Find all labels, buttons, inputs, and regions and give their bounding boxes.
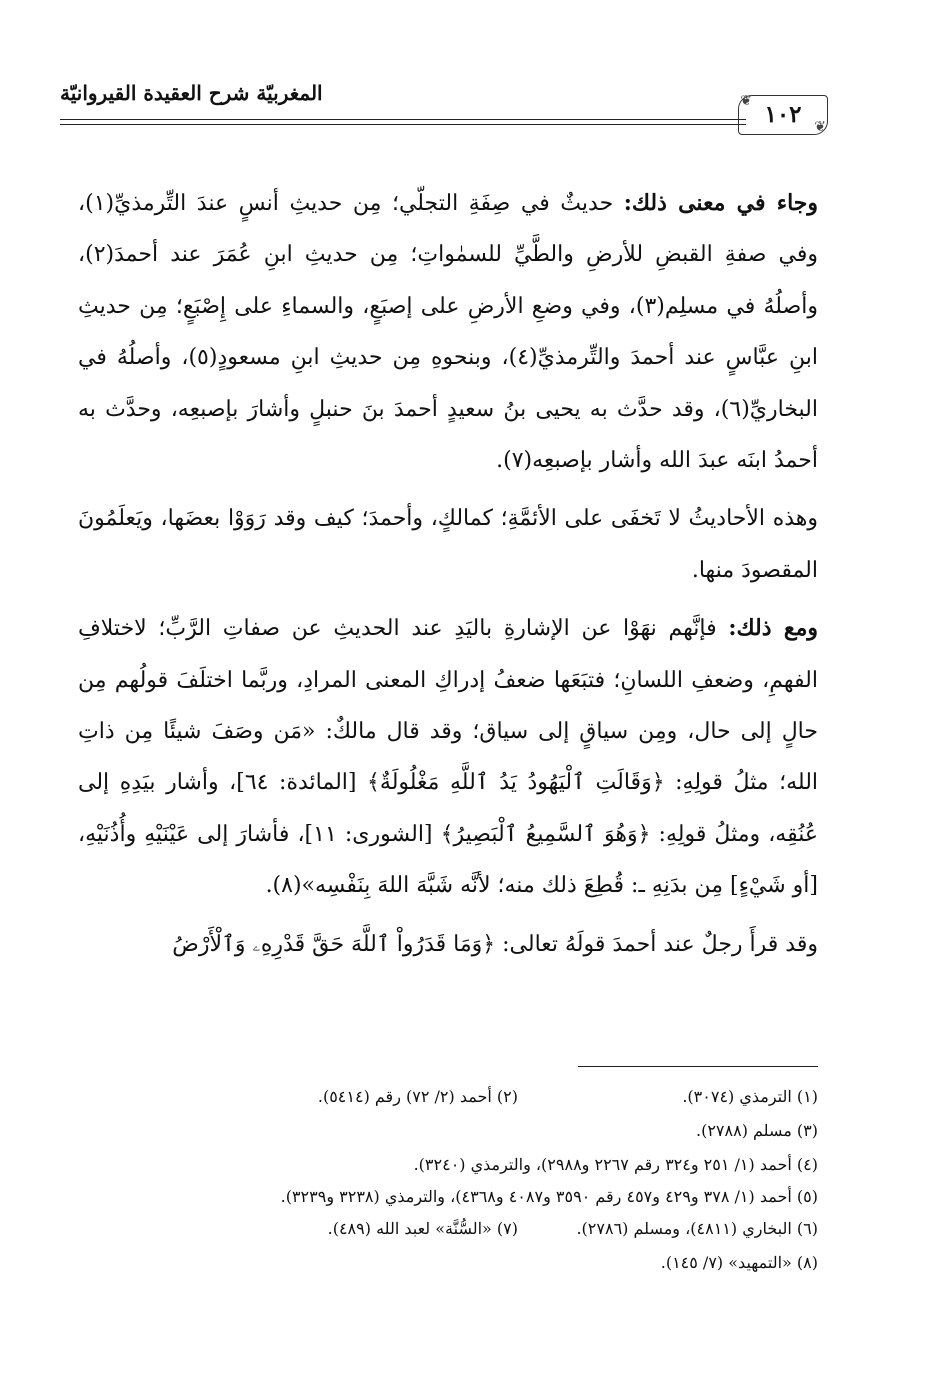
footnote-row bbox=[78, 1212, 818, 1246]
main-text bbox=[78, 178, 818, 977]
paragraph-lead: ومع ذلك: bbox=[728, 615, 818, 642]
footnote: (١) الترمذي (٣٠٧٤). bbox=[682, 1087, 818, 1106]
footnote-row bbox=[78, 1080, 818, 1114]
paragraph-text: فإنَّهم نهَوْا عن الإشارةِ باليَدِ عند الحديثِ عن صفاتِ الرَّبِّ؛ لاختلافِ الفهمِ، وضعفِ اللسانِ؛ فتبَعَها ضعفُ إدراكِ المعنى المرادِ، وربَّما اختلَفَ قولُهم مِن حالٍ إلى حال، ومِن سياقٍ إلى سياق؛ وقد قال مالكٌ: «مَن وصَفَ شيئًا مِن ذاتِ الله؛ مثلُ قولِهِ: ﴿وَقَالَتِ ٱلْيَهُودُ يَدُ ٱللَّهِ مَغْلُولَةٌ﴾ [المائدة: ٦٤]، وأشار بيَدِهِ إلى عُنُقِه، ومثلُ قولِهِ: ﴿وَهُوَ ٱلسَّمِيعُ ٱلْبَصِيرُ﴾ [الشورى: ١١]، فأشارَ إلى عَيْنَيْهِ وأُذُنَيْهِ، [أو شَيْءٍ] مِن بدَنِهِ ـ: قُطِعَ ذلك منه؛ لأنَّه شَبَّهَ اللهَ بِنَفْسِه»(٨). bbox=[78, 616, 819, 899]
paragraph-text: وهذه الأحاديثُ لا تَخفَى على الأئمَّةِ؛ كمالكٍ، وأحمدَ؛ كيف وقد رَوَوْا بعضَها، ويَعلَمُونَ المقصودَ منها. bbox=[78, 506, 818, 583]
paragraph bbox=[78, 919, 818, 970]
paragraph bbox=[78, 493, 818, 596]
footnotes bbox=[78, 1080, 818, 1280]
ornament-icon: ❦ bbox=[740, 93, 752, 109]
footnote: (٢) أحمد (٢/ ٧٢) رقم (٥٤١٤). bbox=[317, 1087, 518, 1106]
header-rule bbox=[60, 124, 760, 125]
footnote: (٣) مسلم (٢٧٨٨). bbox=[696, 1121, 818, 1140]
footnote-row bbox=[78, 1114, 818, 1148]
footnote: (٥) أحمد (١/ ٣٧٨ و٤٢٩ و٤٥٧ رقم ٣٥٩٠ و٤٠٨٧ و٤٣٦٨)، والترمذي (٣٢٣٨ و٣٢٣٩). bbox=[280, 1187, 818, 1206]
footnote-separator bbox=[578, 1066, 818, 1067]
footnote: (٦) البخاري (٤٨١١)، ومسلم (٢٧٨٦). bbox=[576, 1219, 818, 1238]
page-number-text: ١٠٢ bbox=[764, 101, 802, 128]
paragraph bbox=[78, 603, 818, 911]
paragraph bbox=[78, 178, 818, 486]
footnote: (٤) أحمد (١/ ٢٥١ و٣٢٤ رقم ٢٢٦٧ و٢٩٨٨)، والترمذي (٣٢٤٠). bbox=[413, 1155, 818, 1174]
ornament-icon: ❦ bbox=[814, 119, 826, 135]
footnote: (٨) «التمهيد» (٧/ ١٤٥). bbox=[660, 1253, 818, 1272]
book-title: المغربيّة شرح العقيدة القيروانيّة bbox=[60, 81, 323, 105]
page-number bbox=[746, 99, 820, 131]
paragraph-lead: وجاء في معنى ذلك: bbox=[623, 190, 818, 216]
footnote: (٧) «السُّنَّة» لعبد الله (٤٨٩). bbox=[327, 1219, 518, 1238]
footnote-row bbox=[78, 1246, 818, 1280]
paragraph-text: وقد قرأَ رجلٌ عند أحمدَ قولَهُ تعالى: ﴿وَمَا قَدَرُواْ ٱللَّهَ حَقَّ قَدْرِهِۦ وَٱلْأَرْضُ bbox=[172, 931, 818, 957]
paragraph-text: حديثٌ في صِفَةِ التجلّي؛ مِن حديثِ أنسٍ عندَ التِّرمذيِّ(١)، وفي صفةِ القبضِ للأرضِ والطَّيِّ للسمٰواتِ؛ مِن حديثِ ابنِ عُمَرَ عند أحمدَ(٢)، وأصلُهُ في مسلِم(٣)، وفي وضعِ الأرضِ على إصبَعٍ، والسماءِ على إِصْبَعٍ؛ مِن حديثِ ابنِ عبَّاسٍ عند أحمدَ والتِّرمذيِّ(٤)، وبنحوهِ مِن حديثِ ابنِ مسعودٍ(٥)، وأصلُهُ في البخاريِّ(٦)، وقد حدَّث به يحيى بنُ سعيدٍ أحمدَ بنَ حنبلٍ وأشارَ بإصبعِه، وحدَّث به أحمدُ ابنَه عبدَ الله وأشار بإصبعِه(٧). bbox=[78, 191, 818, 474]
header-rule bbox=[60, 119, 760, 120]
running-header bbox=[60, 75, 826, 135]
footnote-row bbox=[78, 1148, 818, 1182]
